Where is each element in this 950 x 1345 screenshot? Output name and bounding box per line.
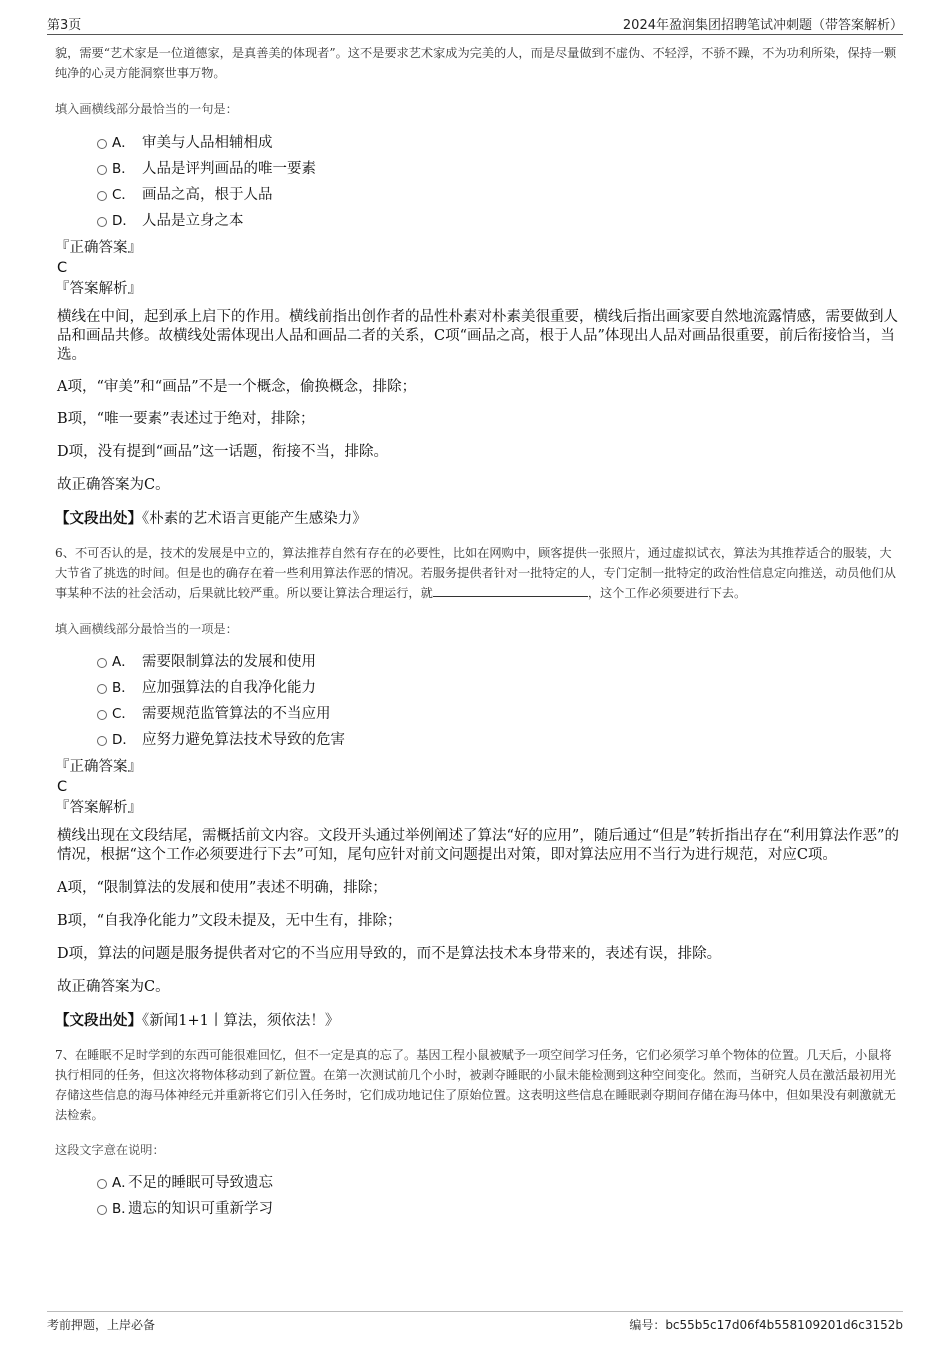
- q5-conclusion: 故正确答案为C。: [57, 477, 170, 493]
- radio-icon[interactable]: [97, 139, 107, 149]
- q6-option-a[interactable]: A． 需要限制算法的发展和使用: [55, 649, 900, 675]
- page-content: [55, 40, 900, 1222]
- q6-source: 【文段出处】《新闻1+1丨算法，须依法！》: [55, 1012, 340, 1029]
- q6-analysis-a: A项，“限制算法的发展和使用”表述不明确，排除；: [57, 880, 387, 896]
- q6-analysis-main: 横线出现在文段结尾，需概括前文内容。文段开头通过举例阐述了算法“好的应用”，随后通过“但是”转折指出存在“利用算法作恶”的情况，根据“这个工作必须要进行下去”可知，尾句应针对前文问题提出对策，即对算法应用不当行为进行规范，对应C项。: [57, 828, 899, 863]
- q5-option-c[interactable]: C． 画品之高，根于人品: [55, 182, 900, 208]
- radio-icon[interactable]: [97, 658, 107, 668]
- q6-prompt: 填入画横线部分最恰当的一项是：: [55, 622, 238, 636]
- q7-passage: 7、在睡眠不足时学到的东西可能很难回忆，但不一定是真的忘了。基因工程小鼠被赋予一项空间学习任务，它们必须学习单个物体的位置。几天后，小鼠将执行相同的任务，但这次将物体移动到了新位置。在第一次测试前几个小时，被剥夺睡眠的小鼠未能检测到这种空间变化。然而，当研究人员在激活最初用光存储这些信息的海马体神经元并重新将它们引入任务时，它们成功地记住了原始位置。这表明这些信息在睡眠剥夺期间存储在海马体中，但如果没有刺激就无法检索。: [55, 1048, 896, 1122]
- document-id: 编号：bc55b5c17d06f4b558109201d6c3152b: [629, 1318, 903, 1332]
- radio-icon[interactable]: [97, 165, 107, 175]
- q6-answer-label: 『正确答案』: [55, 759, 142, 775]
- q5-analysis-d: D项，没有提到“画品”这一话题，衔接不当，排除。: [57, 444, 388, 460]
- page-footer: [47, 1311, 903, 1334]
- radio-icon[interactable]: [97, 191, 107, 201]
- q5-option-a[interactable]: A． 审美与人品相辅相成: [55, 130, 900, 156]
- q5-analysis-b: B项，“唯一要素”表述过于绝对，排除；: [57, 411, 315, 427]
- q5-source: 【文段出处】《朴素的艺术语言更能产生感染力》: [55, 510, 367, 527]
- q5-answer-label: 『正确答案』: [55, 240, 142, 256]
- q6-analysis-d: D项，算法的问题是服务提供者对它的不当应用导致的，而不是算法技术本身带来的，表述有误，排除。: [57, 946, 722, 962]
- q6-analysis-b: B项，“自我净化能力”文段未提及，无中生有，排除；: [57, 913, 402, 929]
- fill-blank: [433, 584, 588, 597]
- radio-icon[interactable]: [97, 217, 107, 227]
- q7-options: [55, 1170, 900, 1222]
- radio-icon[interactable]: [97, 1205, 107, 1215]
- q6-option-b[interactable]: B． 应加强算法的自我净化能力: [55, 675, 900, 701]
- radio-icon[interactable]: [97, 1179, 107, 1189]
- q5-option-d[interactable]: D． 人品是立身之本: [55, 208, 900, 234]
- q5-passage-tail: 貌，需要“艺术家是一位道德家，是真善美的体现者”。这不是要求艺术家成为完美的人，而是尽量做到不虚伪、不轻浮，不骄不躁，不为功利所染，保持一颗纯净的心灵方能洞察世事万物。: [55, 46, 897, 80]
- radio-icon[interactable]: [97, 736, 107, 746]
- q7-option-a[interactable]: A．不足的睡眠可导致遗忘: [55, 1170, 900, 1196]
- radio-icon[interactable]: [97, 684, 107, 694]
- q5-analysis-main: 横线在中间，起到承上启下的作用。横线前指出创作者的品性朴素对朴素美很重要，横线后指出画家要自然地流露情感，需要做到人品和画品共修。故横线处需体现出人品和画品二者的关系，C项“画品之高，根于人品”体现出人品对画品很重要，前后衔接恰当，当选。: [57, 309, 898, 363]
- q6-answer: C: [57, 779, 68, 795]
- q7-prompt: 这段文字意在说明：: [55, 1143, 165, 1157]
- q6-option-d[interactable]: D． 应努力避免算法技术导致的危害: [55, 727, 900, 753]
- footer-slogan: 考前押题，上岸必备: [47, 1318, 156, 1332]
- page-header: [47, 12, 903, 35]
- q6-options: [55, 649, 900, 753]
- q6-conclusion: 故正确答案为C。: [57, 979, 170, 995]
- q6-passage: 6、不可否认的是，技术的发展是中立的，算法推荐自然有存在的必要性，比如在网购中，顾客提供一张照片，通过虚拟试衣，算法为其推荐适合的服装，大大节省了挑选的时间。但是也的确存在着一些利用算法作恶的情况。若服务提供者针对一批特定的人，专门定制一批特定的政治性信息定向推送，动员他们从事某种不法的社会活动，后果就比较严重。所以要让算法合理运行，就 ，这个工作必须要进行下去。: [55, 546, 896, 600]
- q5-option-b[interactable]: B． 人品是评判画品的唯一要素: [55, 156, 900, 182]
- q7-option-b[interactable]: B．遗忘的知识可重新学习: [55, 1196, 900, 1222]
- page-number: 第3页: [47, 18, 82, 33]
- q6-option-c[interactable]: C． 需要规范监管算法的不当应用: [55, 701, 900, 727]
- q5-answer: C: [57, 260, 68, 276]
- radio-icon[interactable]: [97, 710, 107, 720]
- q5-prompt: 填入画横线部分最恰当的一句是：: [55, 102, 238, 116]
- q5-analysis-a: A项，“审美”和“画品”不是一个概念，偷换概念，排除；: [57, 379, 417, 395]
- q6-analysis-label: 『答案解析』: [55, 800, 142, 816]
- q5-options: [55, 130, 900, 234]
- q5-analysis-label: 『答案解析』: [55, 281, 142, 297]
- document-title: 2024年盈润集团招聘笔试冲刺题（带答案解析）: [622, 18, 903, 33]
